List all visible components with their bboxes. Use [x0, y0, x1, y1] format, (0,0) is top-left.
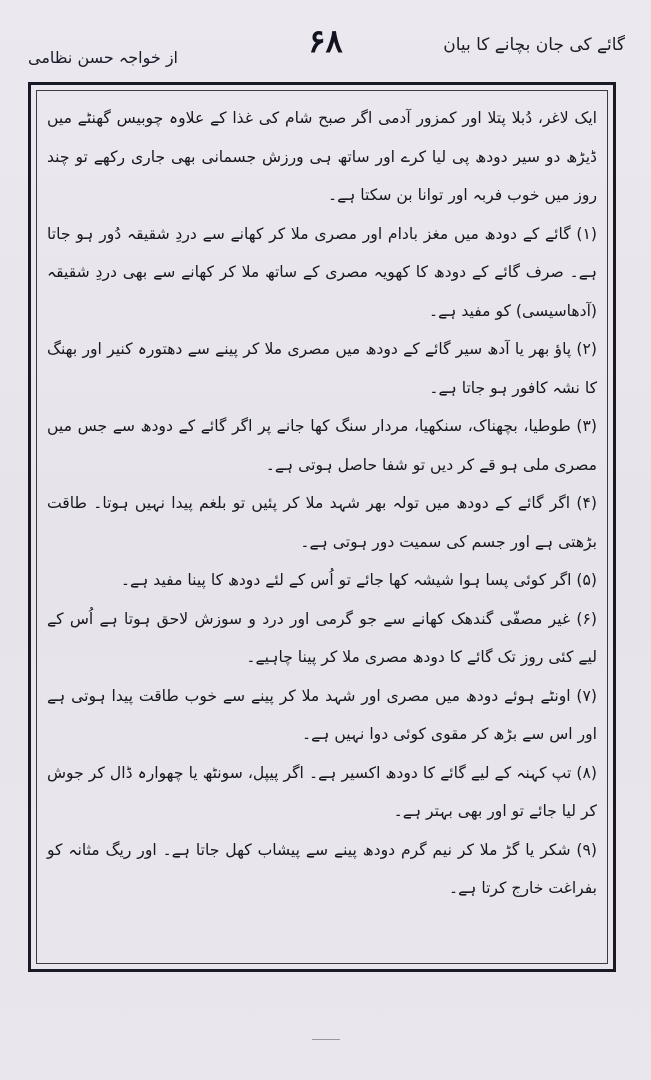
paragraph-7: (۷) اونٹے ہوئے دودھ میں مصری اور شہد ملا کر پینے سے خوب طاقت پیدا ہوتی ہے اور اس سے بڑھ کر مقوی کوئی دوا نہیں ہے۔ — [47, 686, 597, 743]
paragraph-8: (۸) تپ کہنہ کے لیے گائے کا دودھ اکسیر ہے۔ اگر پیپل، سونٹھ یا چھوارہ ڈال کر جوش کر لیا جائے تو اور بھی بہتر ہے۔ — [47, 763, 597, 820]
paragraph-5: (۵) اگر کوئی پسا ہوا شیشہ کھا جائے تو اُس کے لئے دودھ کا پینا مفید ہے۔ — [120, 571, 597, 589]
page-header — [18, 22, 633, 72]
paragraph-9: (۹) شکر یا گڑ ملا کر نیم گرم دودھ پینے سے پیشاب کھل جاتا ہے۔ اور ریگ مثانہ کو بفراغت خارج کرتا ہے۔ — [47, 840, 597, 897]
text-frame — [28, 82, 616, 972]
page-bottom-mark — [312, 1033, 340, 1040]
paragraph-2: (۲) پاؤ بھر یا آدھ سیر گائے کے دودھ میں مصری ملا کر پینے سے دھتورہ کنیر اور بھنگ کا نشہ کافور ہو جاتا ہے۔ — [47, 340, 597, 397]
author-name: از خواجہ حسن نظامی — [28, 48, 178, 67]
paragraph-3: (۳) طوطیا، بچھناک، سنکھیا، مردار سنگ کھا جانے پر اگر گائے کے دودھ سے جس میں مصری ملی ہو قے کر دیں تو شفا حاصل ہوتی ہے۔ — [47, 417, 597, 474]
paragraph-6: (۶) غیر مصفّی گندھک کھانے سے جو گرمی اور درد و سوزش لاحق ہوتا ہے اُس کے لیے کئی روز تک گائے کا دودھ مصری ملا کر پینا چاہیے۔ — [47, 609, 597, 666]
page-number: ۶۸ — [308, 22, 343, 60]
paragraph-1: (۱) گائے کے دودھ میں مغز بادام اور مصری ملا کر کھانے سے دردِ شقیقہ دُور ہو جاتا ہے۔ صرف گائے کے دودھ کا کھویہ مصری کے ساتھ ملا کر کھانے سے بھی دردِ شقیقہ (آدھاسیسی) کو مفید ہے۔ — [47, 224, 597, 320]
page-body — [47, 99, 597, 908]
chapter-title: گائے کی جان بچانے کا بیان — [443, 35, 625, 55]
paragraph-intro: ایک لاغر، دُبلا پتلا اور کمزور آدمی اگر صبح شام کی غذا کے علاوہ چوبیس گھنٹے میں ڈیڑھ دو سیر دودھ پی لیا کرے اور ساتھ ہی ورزش جسمانی بھی جاری رکھے تو چند روز میں خوب فربہ اور توانا بن سکتا ہے۔ — [47, 109, 597, 204]
paragraph-4: (۴) اگر گائے کے دودھ میں تولہ بھر شہد ملا کر پئیں تو بلغم پیدا نہیں ہوتا۔ طاقت بڑھتی ہے اور جسم کی سمیت دور ہوتی ہے۔ — [47, 494, 597, 551]
